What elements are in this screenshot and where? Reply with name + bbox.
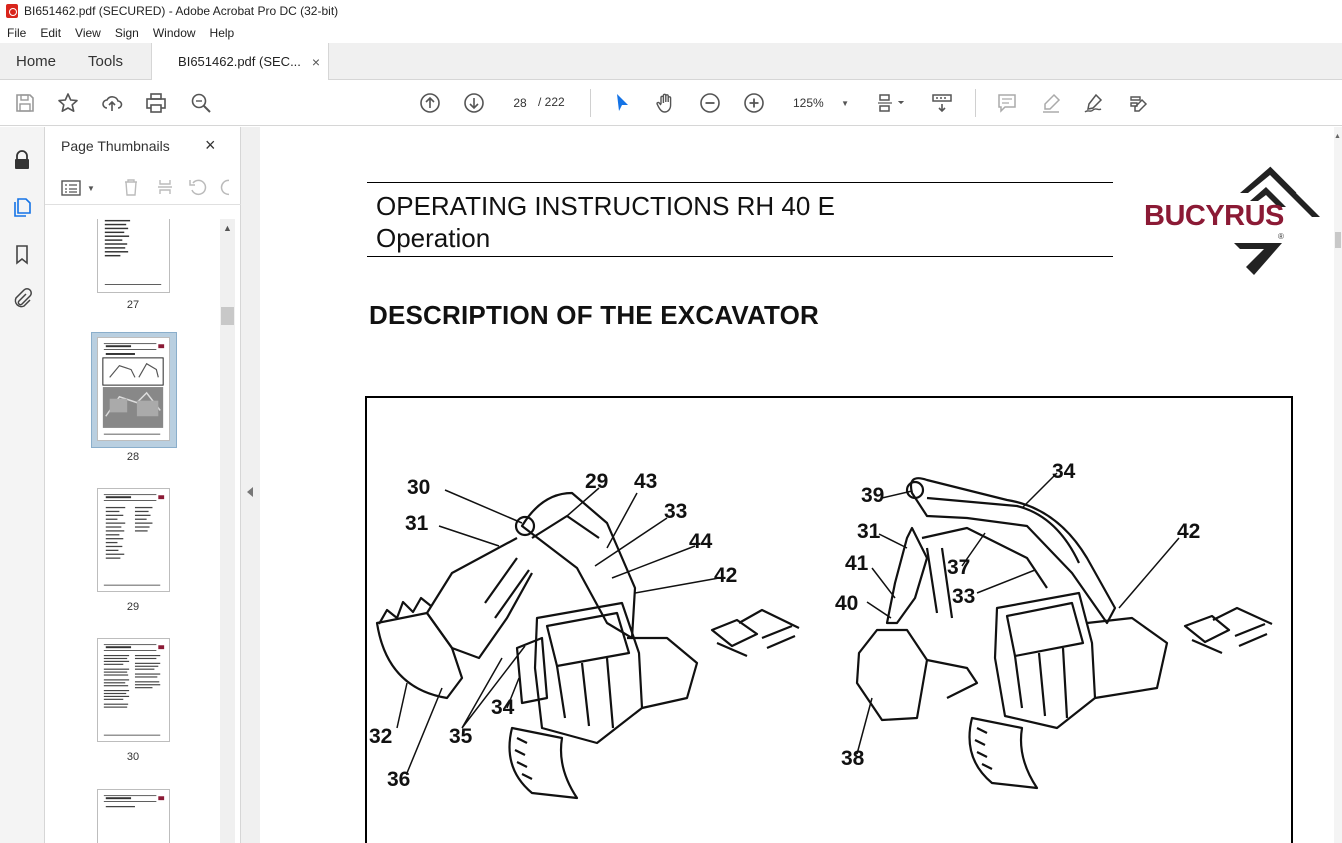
panel-title: Page Thumbnails xyxy=(61,138,170,154)
callout-label: 42 xyxy=(714,564,738,587)
title-bar xyxy=(0,0,1342,22)
thumbnail-options-button[interactable] xyxy=(61,179,95,197)
tab-document[interactable] xyxy=(151,43,329,80)
menu-help[interactable]: Help xyxy=(209,25,235,40)
callout-label: 38 xyxy=(841,747,865,770)
document-header-title: OPERATING INSTRUCTIONS RH 40 E xyxy=(376,191,835,221)
callout-label: 35 xyxy=(449,725,473,748)
menu-bar xyxy=(0,22,1342,43)
callout-label: 40 xyxy=(835,592,859,615)
brand-wordmark: BUCYRUS xyxy=(1144,200,1284,232)
header-rule xyxy=(367,256,1113,257)
page-thumbnails-icon[interactable] xyxy=(10,195,34,219)
toolbar-divider xyxy=(590,89,591,117)
zoom-level-dropdown[interactable] xyxy=(785,91,855,115)
bookmark-icon[interactable] xyxy=(10,242,34,266)
comment-icon[interactable] xyxy=(995,91,1019,115)
excavator-figure xyxy=(365,396,1293,843)
callout-label: 41 xyxy=(845,552,869,575)
highlight-icon[interactable] xyxy=(1039,91,1063,115)
callout-label: 44 xyxy=(689,530,713,553)
thumbnail-page-number: 30 xyxy=(126,751,140,763)
callout-label: 32 xyxy=(369,725,393,748)
page-thumbnail[interactable] xyxy=(97,638,170,742)
lock-icon[interactable] xyxy=(10,148,34,172)
header-rule xyxy=(367,182,1113,183)
page-preview-graphic xyxy=(98,639,169,741)
scroll-up-icon[interactable]: ▲ xyxy=(1334,133,1341,140)
page-thumbnail[interactable] xyxy=(97,488,170,592)
chevron-down-icon: ▼ xyxy=(841,98,849,108)
callout-label: 33 xyxy=(952,585,976,608)
document-view[interactable] xyxy=(260,127,1334,843)
thumbnail-page-number: 28 xyxy=(126,451,140,463)
zoom-level: 125% xyxy=(793,96,824,110)
zoom-in-icon[interactable] xyxy=(742,91,766,115)
section-heading: DESCRIPTION OF THE EXCAVATOR xyxy=(369,300,820,330)
prev-page-icon[interactable] xyxy=(418,91,442,115)
attachment-icon[interactable] xyxy=(10,287,34,311)
callout-label: 29 xyxy=(585,470,609,493)
callout-label: 34 xyxy=(491,696,515,719)
acrobat-app-icon xyxy=(6,4,18,18)
edit-fill-icon[interactable] xyxy=(1126,91,1150,115)
extract-pages-icon[interactable] xyxy=(155,177,175,202)
page-preview-graphic xyxy=(98,219,169,292)
callout-label: 33 xyxy=(664,500,688,523)
page-number-input[interactable] xyxy=(505,91,535,115)
page-thumbnail-selected[interactable] xyxy=(97,337,170,441)
page-thumbnail[interactable] xyxy=(97,219,170,293)
excavator-illustration xyxy=(367,398,1291,843)
tab-tools[interactable]: Tools xyxy=(88,52,124,70)
print-icon[interactable] xyxy=(144,91,168,115)
save-icon[interactable] xyxy=(13,91,37,115)
tab-bar xyxy=(0,43,1342,80)
chevron-down-icon: ▼ xyxy=(87,183,95,193)
delete-icon[interactable] xyxy=(121,177,141,202)
callout-label: 34 xyxy=(1052,460,1076,483)
thumbnail-tools xyxy=(45,171,241,205)
zoom-out-icon[interactable] xyxy=(698,91,722,115)
close-panel-icon[interactable]: × xyxy=(205,135,216,155)
page-preview-graphic xyxy=(98,489,169,591)
menu-sign[interactable]: Sign xyxy=(114,25,139,40)
scrollbar-thumb[interactable] xyxy=(1335,232,1341,248)
page-preview-graphic xyxy=(98,338,169,440)
scroll-mode-icon[interactable] xyxy=(930,91,954,115)
scroll-up-icon[interactable]: ▲ xyxy=(223,223,232,233)
document-header-subtitle: Operation xyxy=(376,223,491,253)
upload-icon[interactable] xyxy=(100,91,124,115)
select-cursor-icon[interactable] xyxy=(610,91,634,115)
sign-icon[interactable] xyxy=(1082,91,1106,115)
tab-home[interactable]: Home xyxy=(16,52,57,70)
zoom-search-icon[interactable] xyxy=(189,91,213,115)
page-fit-icon[interactable] xyxy=(873,91,909,115)
rotate-clockwise-icon[interactable] xyxy=(219,177,229,202)
document-tab-label: BI651462.pdf (SEC... xyxy=(178,54,301,69)
page-thumbnails-panel xyxy=(45,127,241,843)
rotate-icon[interactable] xyxy=(188,177,208,202)
next-page-icon[interactable] xyxy=(462,91,486,115)
panel-collapse-handle[interactable] xyxy=(241,127,260,843)
menu-view[interactable]: View xyxy=(75,25,101,40)
menu-window[interactable]: Window xyxy=(152,25,196,40)
menu-edit[interactable]: Edit xyxy=(40,25,62,40)
registered-mark: ® xyxy=(1278,232,1284,241)
options-menu-icon xyxy=(61,179,85,197)
left-navigation-rail xyxy=(0,127,45,843)
scrollbar-thumb[interactable] xyxy=(221,307,234,325)
callout-label: 31 xyxy=(405,512,429,535)
collapse-arrow-icon xyxy=(247,487,253,497)
window-title: BI651462.pdf (SECURED) - Adobe Acrobat Pro DC (32-bit) xyxy=(24,4,339,18)
close-tab-icon[interactable]: × xyxy=(311,53,321,70)
thumbnail-page-number: 27 xyxy=(126,299,140,311)
page-total: / 222 xyxy=(538,95,565,109)
callout-label: 36 xyxy=(387,768,411,791)
thumbnail-scrollbar[interactable] xyxy=(220,219,235,843)
thumbnail-list xyxy=(45,219,220,843)
callout-label: 39 xyxy=(861,484,885,507)
callout-label: 42 xyxy=(1177,520,1201,543)
toolbar xyxy=(0,80,1342,126)
thumbnail-page-number: 29 xyxy=(126,601,140,613)
callout-label: 30 xyxy=(407,476,431,499)
page-preview-graphic xyxy=(98,790,169,843)
callout-label: 37 xyxy=(947,556,971,579)
page-thumbnail[interactable] xyxy=(97,789,170,843)
star-icon[interactable] xyxy=(56,91,80,115)
callout-label: 43 xyxy=(634,470,658,493)
menu-file[interactable]: File xyxy=(7,25,27,40)
toolbar-divider xyxy=(975,89,976,117)
document-scrollbar[interactable] xyxy=(1334,127,1342,843)
callout-label: 31 xyxy=(857,520,881,543)
hand-icon[interactable] xyxy=(654,91,678,115)
